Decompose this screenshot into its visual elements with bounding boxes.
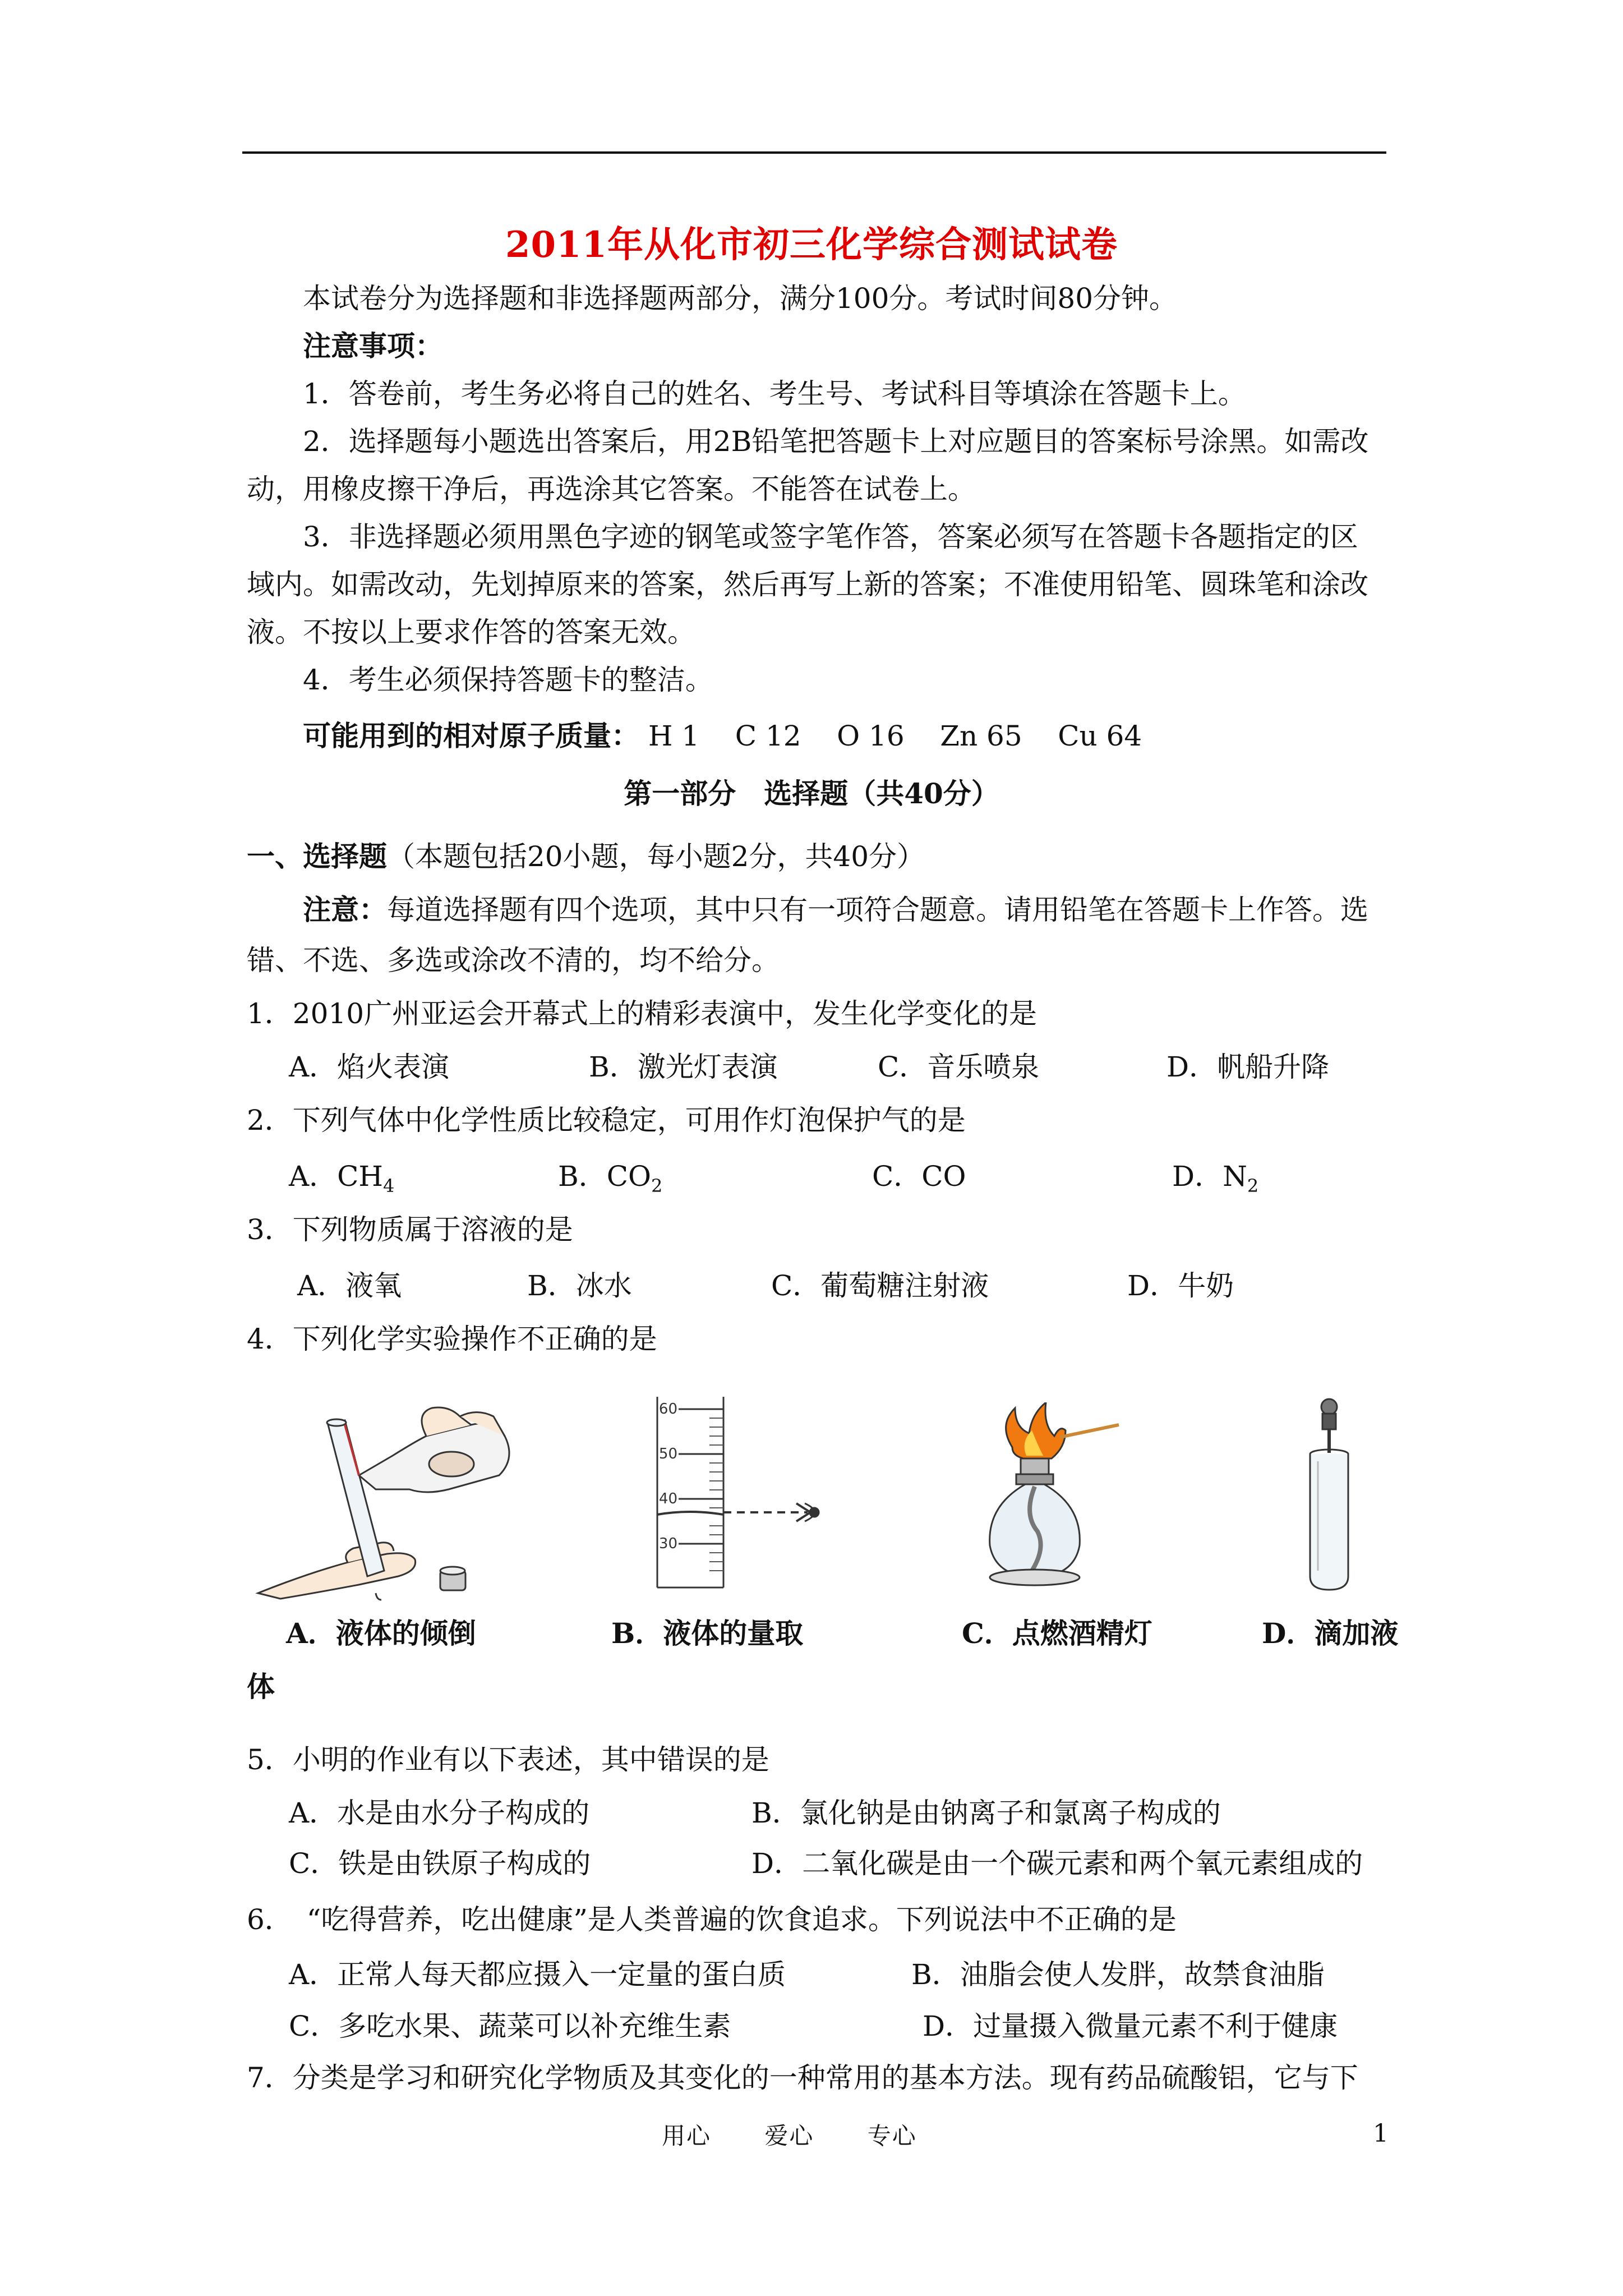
option-b: B．激光灯表演 — [589, 1051, 778, 1083]
option-d-text: D．N — [1172, 1160, 1247, 1193]
part-heading: 第一部分 选择题（共40分） — [624, 777, 999, 810]
question-stem: 5．小明的作业有以下表述，其中错误的是 — [247, 1743, 769, 1776]
option-b — [558, 1158, 662, 1204]
section-heading — [247, 839, 925, 875]
dropper-test-tube-figure — [1295, 1397, 1363, 1593]
notice-item: 3．非选择题必须用黑色字迹的钢笔或签字笔作答，答案必须写在答题卡各题指定的区 — [303, 521, 1358, 553]
option-b-subscript: 2 — [651, 1175, 663, 1197]
note-label: 注意： — [303, 893, 387, 926]
option-d: D．牛奶 — [1127, 1269, 1234, 1302]
option-a-text: A．CH — [289, 1160, 383, 1193]
atomic-mass-values: H 1 C 12 O 16 Zn 65 Cu 64 — [648, 720, 1142, 752]
alcohol-lamp-figure — [976, 1402, 1144, 1593]
question-stem: 4．下列化学实验操作不正确的是 — [247, 1323, 657, 1355]
option-c: C．多吃水果、蔬菜可以补充维生素 — [289, 2010, 731, 2042]
section-desc: （本题包括20小题，每小题2分，共40分） — [387, 840, 925, 873]
notice-heading: 注意事项： — [303, 329, 443, 362]
page-title: 2011年从化市初三化学综合测试试卷 — [505, 224, 1118, 266]
option-b: B．油脂会使人发胖，故禁食油脂 — [911, 1958, 1325, 1991]
option-c: C．铁是由铁原子构成的 — [289, 1847, 591, 1880]
option-a: A．焰火表演 — [289, 1051, 450, 1083]
question-stem: 3．下列物质属于溶液的是 — [247, 1213, 573, 1246]
intro-text: 本试卷分为选择题和非选择题两部分，满分100分。考试时间80分钟。 — [303, 282, 1178, 315]
scale-tick-label: 50 — [658, 1446, 677, 1462]
notice-item: 动，用橡皮擦干净后，再选涂其它答案。不能答在试卷上。 — [247, 473, 976, 505]
option-b: B．液体的量取 — [611, 1617, 804, 1650]
scale-tick-label: 60 — [658, 1401, 677, 1418]
page-footer — [662, 2118, 962, 2151]
option-d-subscript: 2 — [1247, 1175, 1259, 1197]
page-number: 1 — [1373, 2119, 1389, 2148]
option-c: C．点燃酒精灯 — [962, 1617, 1152, 1650]
option-d-cont: 体 — [247, 1670, 275, 1703]
footer-text: 爱心 — [764, 2122, 814, 2150]
option-d: D．滴加液 — [1262, 1617, 1399, 1650]
option-a: A．水是由水分子构成的 — [289, 1797, 590, 1829]
option-b: B．冰水 — [527, 1269, 632, 1302]
section-note — [303, 892, 1368, 928]
option-a — [289, 1158, 394, 1204]
option-a-subscript: 4 — [382, 1175, 395, 1197]
option-b: B．氯化钠是由钠离子和氯离子构成的 — [751, 1797, 1221, 1829]
footer-text: 用心 — [662, 2122, 712, 2150]
note-text: 每道选择题有四个选项，其中只有一项符合题意。请用铅笔在答题卡上作答。选 — [387, 894, 1368, 926]
notice-item: 2．选择题每小题选出答案后，用2B铅笔把答题卡上对应题目的答案标号涂黑。如需改 — [303, 425, 1369, 458]
option-a: A．液体的倾倒 — [286, 1617, 476, 1650]
scale-tick-label: 40 — [658, 1490, 677, 1507]
footer-text: 专心 — [867, 2122, 917, 2150]
option-d: D．过量摄入微量元素不利于健康 — [923, 2010, 1338, 2042]
option-a: A．正常人每天都应摄入一定量的蛋白质 — [289, 1958, 786, 1991]
option-d: D．二氧化碳是由一个碳元素和两个氧元素组成的 — [751, 1847, 1363, 1880]
scale-tick-label: 30 — [658, 1535, 677, 1552]
section-label: 一、选择题 — [247, 840, 387, 873]
option-c: C．葡萄糖注射液 — [771, 1269, 989, 1302]
option-c: C．CO — [872, 1160, 966, 1193]
option-d: D．帆船升降 — [1166, 1051, 1330, 1083]
notice-item: 1．答卷前，考生务必将自己的姓名、考生号、考试科目等填涂在答题卡上。 — [303, 378, 1246, 410]
notice-item: 液。不按以上要求作答的答案无效。 — [247, 616, 695, 648]
question-stem: 7．分类是学习和研究化学物质及其变化的一种常用的基本方法。现有药品硫酸铝，它与下 — [247, 2062, 1358, 2094]
pouring-liquid-figure — [247, 1391, 538, 1604]
option-b-text: B．CO — [558, 1160, 651, 1193]
note-text-cont: 错、不选、多选或涂改不清的，均不给分。 — [247, 944, 780, 977]
notice-item: 域内。如需改动，先划掉原来的答案，然后再写上新的答案；不准使用铅笔、圆珠笔和涂改 — [247, 568, 1368, 601]
atomic-mass-label: 可能用到的相对原子质量： — [303, 719, 639, 752]
notice-item: 4．考生必须保持答题卡的整洁。 — [303, 664, 713, 696]
option-d — [1172, 1158, 1258, 1204]
question-stem: 1．2010广州亚运会开幕式上的精彩表演中，发生化学变化的是 — [247, 997, 1038, 1030]
measuring-cylinder-figure — [645, 1397, 841, 1593]
header-rule — [242, 151, 1386, 154]
option-c: C．音乐喷泉 — [878, 1051, 1040, 1083]
question-stem: 2．下列气体中化学性质比较稳定，可用作灯泡保护气的是 — [247, 1104, 966, 1137]
atomic-mass-line — [303, 718, 1142, 754]
option-a: A．液氧 — [297, 1269, 402, 1302]
question-stem: 6． “吃得营养，吃出健康”是人类普遍的饮食追求。下列说法中不正确的是 — [247, 1903, 1177, 1936]
